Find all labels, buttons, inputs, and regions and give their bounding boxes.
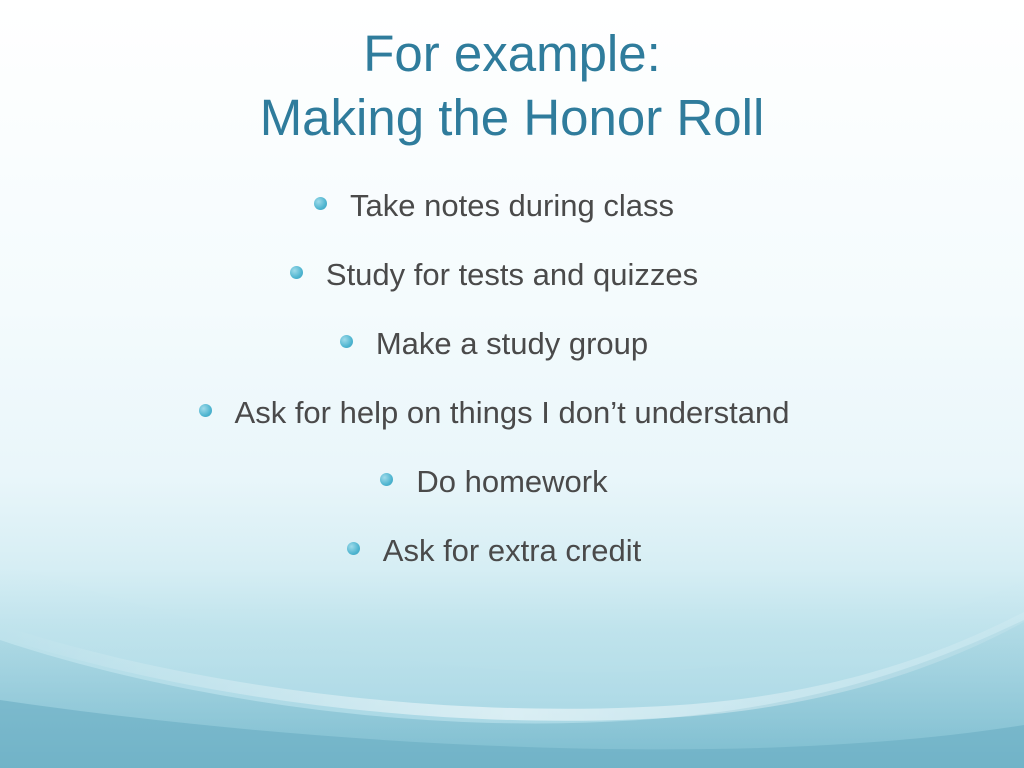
slide-title-line-2: Making the Honor Roll	[259, 89, 765, 146]
list-item	[0, 186, 1024, 255]
circle-bullet-icon	[347, 542, 360, 555]
bullet-list	[0, 186, 1024, 600]
list-item	[0, 255, 1024, 324]
circle-bullet-icon	[199, 404, 212, 417]
slide-title	[0, 22, 1024, 150]
list-item	[0, 393, 1024, 462]
bullet-text: Take notes during class	[350, 188, 674, 223]
circle-bullet-icon	[380, 473, 393, 486]
bullet-text: Study for tests and quizzes	[325, 257, 699, 292]
circle-bullet-icon	[340, 335, 353, 348]
slide-title-line-1: For example:	[363, 25, 661, 82]
list-item	[0, 462, 1024, 531]
bullet-text: Ask for help on things I don’t understand	[234, 395, 790, 430]
list-item	[0, 531, 1024, 600]
circle-bullet-icon	[290, 266, 303, 279]
list-item	[0, 324, 1024, 393]
bullet-text: Make a study group	[375, 326, 649, 361]
circle-bullet-icon	[314, 197, 327, 210]
bullet-text: Ask for extra credit	[382, 533, 642, 568]
bullet-text: Do homework	[416, 464, 608, 499]
